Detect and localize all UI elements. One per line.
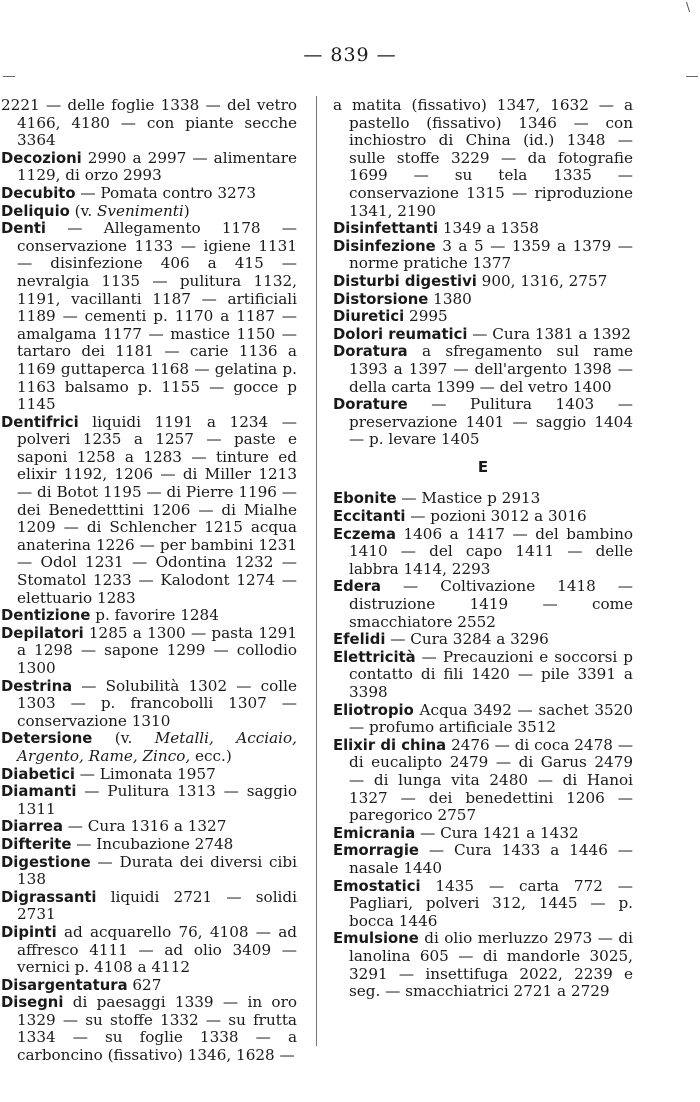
entry-headword: Destrina (1, 677, 73, 695)
index-entry (333, 291, 633, 309)
index-entry (1, 607, 297, 625)
corner-mark: \ (686, 0, 691, 14)
index-entry (1, 150, 297, 185)
entry-references: 627 (127, 975, 162, 994)
entry-headword: Distorsione (333, 290, 429, 308)
entry-headword: Decubito (1, 184, 76, 202)
header-rule-right (686, 76, 698, 77)
entry-references: — Cura 1381 a 1392 (467, 324, 631, 343)
entry-headword: Disinfezione (333, 237, 436, 255)
entry-references: — Mastice p 2913 (396, 489, 541, 508)
index-entry (333, 737, 633, 825)
index-entry (1, 203, 297, 221)
index-entry (333, 308, 633, 326)
entry-references: — Coltivazione 1418 — distruzione 1419 — come smacchiatore 2552 (349, 577, 633, 631)
page-number: — 839 — (303, 44, 397, 66)
entry-headword: Emostatici (333, 877, 421, 895)
entry-headword: Digestione (1, 853, 91, 871)
index-entry (333, 842, 633, 877)
left-column (1, 97, 297, 1065)
entry-headword: Efelidi (333, 631, 386, 649)
entry-headword: Diabetici (1, 765, 75, 783)
index-entry (333, 930, 633, 1000)
index-entry (333, 878, 633, 931)
entry-headword: Diamanti (1, 783, 77, 801)
entry-headword: Doratura (333, 343, 408, 361)
index-entry (333, 526, 633, 579)
entry-references: di olio merluzzo 2973 — di lanolina 605 — di mandorle 3025, 3291 — insettifuga 2022, 2239 e seg. — smacchiatrici 2721 a 2729 (349, 929, 633, 1001)
entry-cross-reference: Metalli, Acciaio, Argento, Rame, Zinco, (17, 729, 297, 765)
entry-references: 1380 (428, 289, 472, 308)
entry-references: 1406 a 1417 — del bambino 1410 — del capo 1411 — delle labbra 1414, 2293 (349, 524, 633, 578)
index-entry (1, 783, 297, 818)
entry-references: 3 a 5 — 1359 a 1379 — norme pratiche 1377 (349, 236, 633, 273)
entry-headword: Eccitanti (333, 508, 406, 526)
entry-headword: Deliquio (1, 202, 70, 220)
entry-headword: Dipinti (1, 923, 57, 941)
entry-references: — Cura 3284 a 3296 (385, 630, 549, 649)
entry-references: — Pulitura 1403 — preservazione 1401 — saggio 1404 — p. levare 1405 (349, 395, 633, 449)
entry-headword: Diuretici (333, 308, 405, 326)
entry-references: — Pulitura 1313 — saggio 1311 (17, 782, 297, 818)
header-rule-left (3, 76, 15, 77)
entry-references: a sfregamento sul rame 1393 a 1397 — dell'argento 1398 — della carta 1399 — del vetro 1400 (349, 342, 633, 396)
entry-headword: Detersione (1, 730, 93, 748)
entry-headword: Disegni (1, 994, 64, 1012)
entry-headword: Digrassanti (1, 888, 97, 906)
index-entry (333, 273, 633, 291)
index-entry (333, 508, 633, 526)
entry-headword: Edera (333, 578, 382, 596)
right-column (333, 97, 633, 1001)
entry-headword: Eczema (333, 525, 396, 543)
index-entry (333, 825, 633, 843)
entry-references: 1435 — carta 772 — Pagliari, polveri 312, 1445 — p. bocca 1446 (349, 876, 633, 930)
entry-references: 2221 — delle foglie 1338 — del vetro 4166, 4180 — con piante secche 3364 (1, 96, 297, 150)
entry-references: — Pomata contro 3273 (75, 183, 256, 202)
index-entry (333, 631, 633, 649)
index-entry (333, 238, 633, 273)
entry-headword: Dolori reumatici (333, 325, 468, 343)
index-entry (1, 220, 297, 414)
index-entry (333, 97, 633, 220)
entry-headword: Disturbi digestivi (333, 272, 477, 290)
entry-references: (v. (69, 201, 98, 220)
entry-references: ad acquarello 76, 4108 — ad affresco 4111 — ad olio 3409 — vernici p. 4108 a 4112 (17, 922, 297, 977)
entry-references: — Cura 1421 a 1432 (415, 823, 579, 842)
entry-references: — Solubilità 1302 — colle 1303 — p. francobolli 1307 — conservazione 1310 (17, 676, 297, 730)
entry-references: 1349 a 1358 (438, 219, 539, 238)
entry-references: p. favorire 1284 (90, 606, 219, 625)
index-entry (1, 977, 297, 995)
entry-headword: Dentizione (1, 607, 91, 625)
index-entry (1, 889, 297, 924)
entry-headword: Dentifrici (1, 413, 79, 431)
entry-headword: Elettricità (333, 648, 416, 666)
column-divider (316, 96, 317, 1046)
entry-references: di paesaggi 1339 — in oro 1329 — su stoffe 1332 — su frutta 1334 — su foglie 1338 — a carboncino (fissativo) 1346, 1628 — (17, 993, 297, 1065)
entry-headword: Diarrea (1, 818, 63, 836)
index-entry (1, 97, 297, 150)
entry-headword: Emorragie (333, 842, 419, 860)
entry-references: (v. (92, 729, 155, 748)
index-entry (333, 326, 633, 344)
entry-references: 1285 a 1300 — pasta 1291 a 1298 — sapone 1299 — collodio 1300 (17, 623, 297, 677)
index-entry (1, 818, 297, 836)
entry-references: — Durata dei diversi cibi 138 (17, 852, 297, 889)
entry-references: 900, 1316, 2757 (476, 271, 608, 290)
entry-headword: Emulsione (333, 930, 419, 948)
index-entry (1, 836, 297, 854)
entry-headword: Dorature (333, 396, 408, 414)
entry-headword: Ebonite (333, 490, 397, 508)
index-entry (1, 414, 297, 608)
index-entry (333, 649, 633, 702)
index-entry (1, 185, 297, 203)
entry-headword: Difterite (1, 835, 72, 853)
entry-references: — Precauzioni e soccorsi p contatto di fili 1420 — pile 3391 a 3398 (349, 647, 633, 701)
index-entry (333, 343, 633, 396)
entry-headword: Depilatori (1, 624, 84, 642)
entry-references: — Incubazione 2748 (71, 834, 234, 853)
entry-headword: Emicrania (333, 824, 416, 842)
entry-headword: Decozioni (1, 149, 82, 167)
index-entry (1, 924, 297, 977)
index-entry (1, 678, 297, 731)
entry-references: — Limonata 1957 (74, 764, 216, 783)
entry-references: Acqua 3492 — sachet 3520 — profumo artificiale 3512 (349, 700, 633, 737)
entry-references: 2990 a 2997 — alimentare 1129, di orzo 2993 (17, 148, 297, 185)
entry-headword: Denti (1, 220, 46, 238)
index-entry (333, 490, 633, 508)
index-entry (1, 854, 297, 889)
entry-headword: Eliotropio (333, 701, 414, 719)
entry-references: — Allegamento 1178 — conservazione 1133 — igiene 1131 — disinfezione 406 a 415 — nevralgia 1135 — pulitura 1132, 1191, vacillanti 1187 — artificiali 1189 — cementi p. 1170 a 1187 — amalgama 1177 — mastice 1150 — tartaro dei 1181 — carie 1136 a 1169 guttaperca 1168 — gelatina p. 1163 balsamo p. 1155 — gocce p 1145 (17, 219, 297, 414)
entry-tail: ecc.) (190, 746, 232, 765)
index-entry (333, 702, 633, 737)
entry-references: liquidi 1191 a 1234 — polveri 1235 a 1257 — paste e saponi 1258 a 1283 — tinture ed elixir 1192, 1206 — di Miller 1213 — di Botot 1195 — di Pierre 1196 — dei Benedetttini 1206 — di Mialhe 1209 — di Schlencher 1215 acqua anaterina 1226 — per bambini 1231 — Odol 1231 — Odontina 1232 — Stomatol 1233 — Kalodont 1274 — elettuario 1283 (17, 412, 297, 607)
index-entry (1, 730, 297, 765)
index-entry (333, 396, 633, 449)
index-entry (1, 766, 297, 784)
right-column-d-entries (333, 97, 633, 449)
entry-cross-reference: Svenimenti (97, 201, 184, 220)
entry-references: 2476 — di coca 2478 — di eucalipto 2479 — di Garus 2479 — di lunga vita 2480 — di Hanoi 1327 — dei benedettini 1206 — paregorico 2757 (349, 735, 634, 825)
right-column-e-entries (333, 490, 633, 1000)
index-entry (333, 220, 633, 238)
index-entry (1, 625, 297, 678)
entry-headword: Disinfettanti (333, 220, 439, 238)
entry-headword: Disargentatura (1, 976, 128, 994)
entry-references: — pozioni 3012 a 3016 (405, 507, 587, 526)
entry-references: — Cura 1433 a 1446 — nasale 1440 (349, 841, 633, 877)
entry-references: liquidi 2721 — solidi 2731 (17, 887, 297, 924)
entry-headword: Elixir di china (333, 736, 447, 754)
index-entry (333, 578, 633, 631)
entry-tail: ) (183, 201, 190, 220)
section-letter-e: E (477, 457, 489, 476)
entry-references: 2995 (404, 307, 448, 326)
entry-references: a matita (fissativo) 1347, 1632 — a pastello (fissativo) 1346 — con inchiostro di China (id.) 1348 — sulle stoffe 3229 — da fotografie 1699 — su tela 1335 — conservazione 1315 — riproduzione 1341, 2190 (333, 96, 633, 220)
index-entry (1, 994, 297, 1064)
entry-references: — Cura 1316 a 1327 (62, 817, 227, 836)
